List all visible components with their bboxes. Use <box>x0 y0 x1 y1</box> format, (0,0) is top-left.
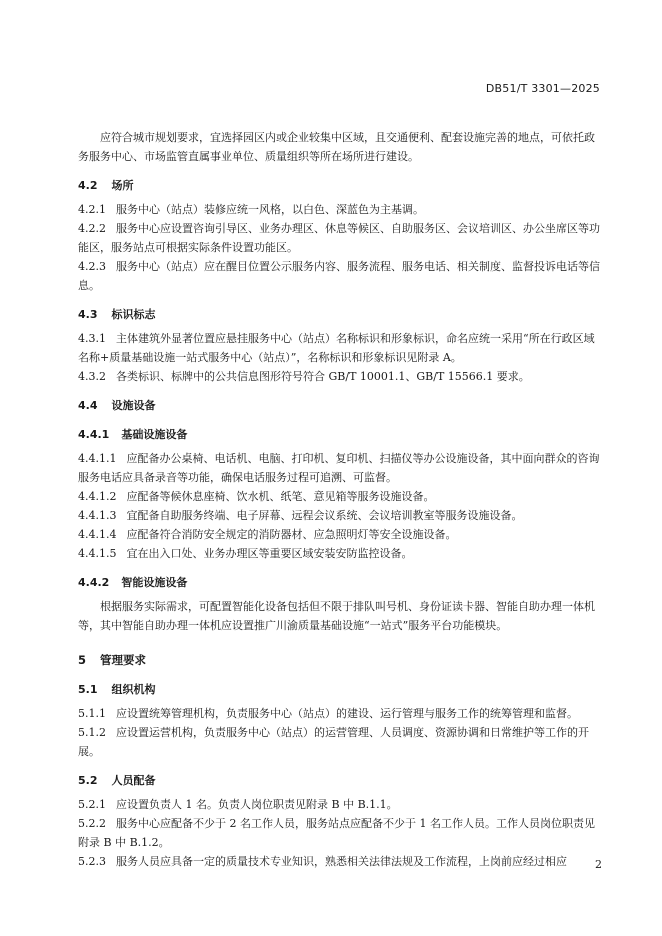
clause-number: 4.4.1.4 <box>78 528 117 541</box>
clause-text: 应设置负责人 1 名。负责人岗位职责见附录 B 中 B.1.1。 <box>116 798 398 811</box>
subsection-heading <box>78 573 604 592</box>
clause-text: 宜配备自助服务终端、电子屏幕、远程会议系统、会议培训教室等服务设施设备。 <box>126 509 523 522</box>
document-id: DB51/T 3301—2025 <box>485 82 600 95</box>
heading-number: 5 <box>78 653 87 667</box>
clause-text: 应设置统筹管理机构，负责服务中心（站点）的建设、运行管理与服务工作的统筹管理和监督。 <box>116 707 578 720</box>
heading-number: 4.4.2 <box>78 576 110 589</box>
clause-text: 应配备符合消防安全规定的消防器材、应急照明灯等安全设施设备。 <box>126 528 457 541</box>
clause-number: 5.2.2 <box>78 817 106 830</box>
clause <box>78 487 604 506</box>
clause-number: 4.3.1 <box>78 332 106 345</box>
heading-number: 4.4 <box>78 399 98 412</box>
body-paragraph: 根据服务实际需求，可配置智能化设备包括但不限于排队叫号机、身份证读卡器、智能自助办理一体机等，其中智能自助办理一体机应设置推广川渝质量基础设施“一站式”服务平台功能模块。 <box>78 600 595 632</box>
clause-number: 4.3.2 <box>78 370 106 383</box>
clause-number: 4.2.1 <box>78 203 106 216</box>
clause-number: 5.1.1 <box>78 707 106 720</box>
heading-number: 4.3 <box>78 308 98 321</box>
clause <box>78 449 604 487</box>
clause-number: 4.4.1.3 <box>78 509 117 522</box>
clause <box>78 506 604 525</box>
clause <box>78 219 604 257</box>
section-heading <box>78 396 604 415</box>
clause-number: 4.4.1.5 <box>78 547 117 560</box>
clause-number: 4.4.1.1 <box>78 452 117 465</box>
clause-text: 服务中心（站点）应在醒目位置公示服务内容、服务流程、服务电话、相关制度、监督投诉电话等信息。 <box>78 260 600 292</box>
clause-text: 主体建筑外显著位置应悬挂服务中心（站点）名称标识和形象标识，命名应统一采用“所在行政区域名称+质量基础设施一站式服务中心（站点）”，名称标识和形象标识见附录 A。 <box>78 332 595 364</box>
section-heading <box>78 176 604 195</box>
clause <box>78 814 604 852</box>
section-heading <box>78 305 604 324</box>
clause-text: 宜在出入口处、业务办理区等重要区域安装安防监控设备。 <box>126 547 413 560</box>
clause <box>78 525 604 544</box>
clause <box>78 723 604 761</box>
subsection-heading <box>78 425 604 444</box>
heading-title: 人员配备 <box>111 774 156 787</box>
heading-number: 5.2 <box>78 774 98 787</box>
clause <box>78 200 604 219</box>
heading-title: 智能设施设备 <box>121 576 188 589</box>
chapter-heading <box>78 651 604 670</box>
clause-number: 5.2.1 <box>78 798 106 811</box>
clause-number: 5.1.2 <box>78 726 106 739</box>
clause <box>78 852 604 871</box>
clause <box>78 544 604 563</box>
section-heading <box>78 771 604 790</box>
clause-text: 服务中心应设置咨询引导区、业务办理区、休息等候区、自助服务区、会议培训区、办公坐席区等功能区，服务站点可根据实际条件设置功能区。 <box>78 222 600 254</box>
clause-text: 各类标识、标牌中的公共信息图形符号符合 GB/T 10001.1、GB/T 15566.1 要求。 <box>116 370 530 383</box>
clause <box>78 704 604 723</box>
clause-number: 4.2.3 <box>78 260 106 273</box>
heading-title: 标识标志 <box>111 308 156 321</box>
clause <box>78 795 604 814</box>
clause <box>78 367 604 386</box>
clause <box>78 257 604 295</box>
clause-text: 应配备等候休息座椅、饮水机、纸笔、意见箱等服务设施设备。 <box>126 490 435 503</box>
clause-text: 服务中心（站点）装修应统一风格，以白色、深蓝色为主基调。 <box>116 203 424 216</box>
clause-number: 5.2.3 <box>78 855 106 868</box>
heading-number: 4.2 <box>78 179 98 192</box>
page-number: 2 <box>595 858 602 871</box>
clause-number: 4.2.2 <box>78 222 106 235</box>
heading-title: 组织机构 <box>111 683 156 696</box>
heading-title: 管理要求 <box>100 653 147 667</box>
clause <box>78 329 604 367</box>
document-body <box>78 128 604 871</box>
clause-text: 应设置运营机构，负责服务中心（站点）的运营管理、人员调度、资源协调和日常维护等工作的开展。 <box>78 726 589 758</box>
clause-number: 4.4.1.2 <box>78 490 117 503</box>
heading-number: 4.4.1 <box>78 428 110 441</box>
clause-text: 服务中心应配备不少于 2 名工作人员，服务站点应配备不少于 1 名工作人员。工作人员岗位职责见附录 B 中 B.1.2。 <box>78 817 595 849</box>
clause-text: 服务人员应具备一定的质量技术专业知识，熟悉相关法律法规及工作流程，上岗前应经过相应 <box>116 855 567 868</box>
heading-number: 5.1 <box>78 683 98 696</box>
heading-title: 场所 <box>111 179 134 192</box>
heading-title: 设施设备 <box>111 399 156 412</box>
heading-title: 基础设施设备 <box>121 428 188 441</box>
section-heading <box>78 680 604 699</box>
clause-text: 应配备办公桌椅、电话机、电脑、打印机、复印机、扫描仪等办公设施设备，其中面向群众的咨询服务电话应具备录音等功能，确保电话服务过程可追溯、可监督。 <box>78 452 600 484</box>
body-paragraph: 应符合城市规划要求，宜选择园区内或企业较集中区域，且交通便利、配套设施完善的地点，可依托政务服务中心、市场监管直属事业单位、质量组织等所在场所进行建设。 <box>78 131 595 163</box>
